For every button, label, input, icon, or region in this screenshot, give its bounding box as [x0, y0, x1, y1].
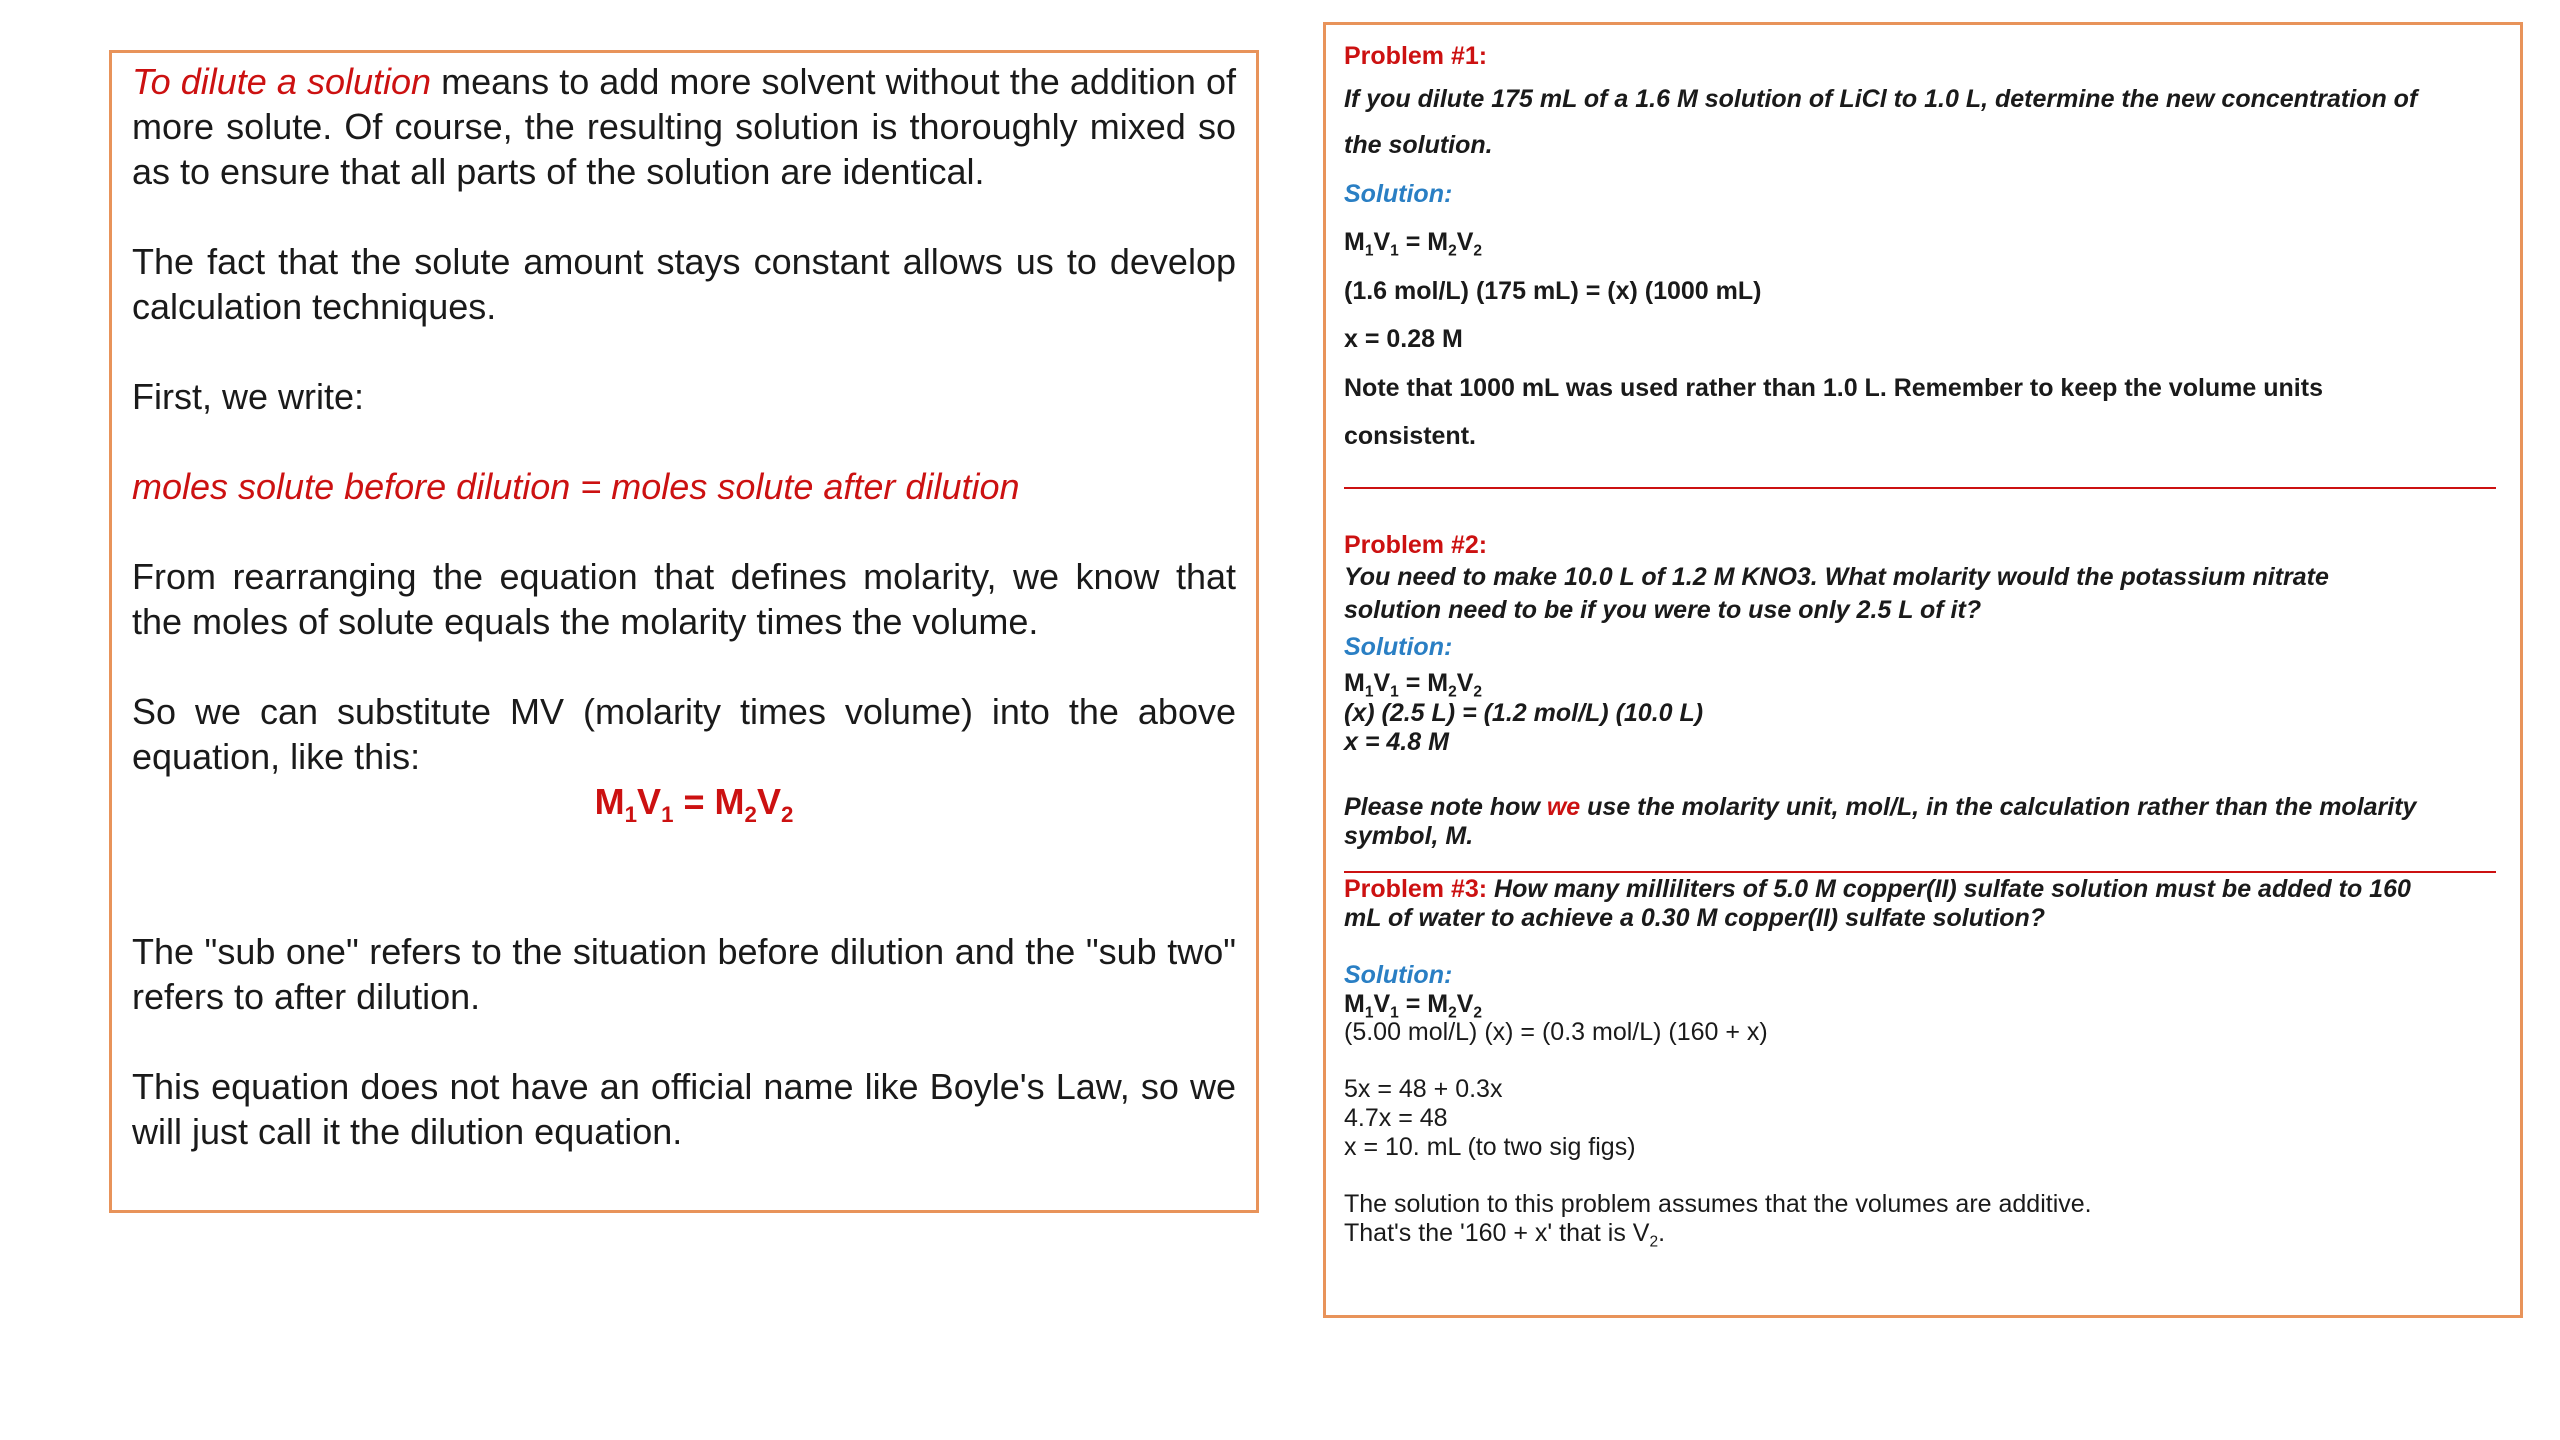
problem-2-equation: $M_1V_1 = M_2V_2$ [1344, 668, 1483, 700]
problem-3-note-line2: That's the '160 + x' that is $V_2$. [1344, 1218, 1666, 1250]
problem-3-solution-label: Solution: [1344, 960, 1453, 989]
problem-2-solution-label: Solution: [1344, 632, 1453, 661]
problem-3-question-line2: mL of water to achieve a 0.30 M copper(II) sulfate solution? [1344, 903, 2046, 932]
official-name-paragraph: This equation does not have an official name like Boyle's Law, so we will just call it the dilution equation. [132, 1066, 1236, 1152]
problems-panel [1323, 22, 2523, 1318]
definition-paragraph [132, 59, 1236, 194]
problem-2-step-2: x = 4.8 M [1344, 727, 1449, 756]
moles-equation-statement: moles solute before dilution = moles solute after dilution [132, 466, 1020, 507]
separator-2 [1344, 871, 2496, 873]
problem-1-equation: $M_1V_1 = M_2V_2$ [1344, 228, 1483, 260]
substitute-paragraph: So we can substitute MV (molarity times volume) into the above equation, like this: [132, 691, 1236, 777]
problem-1-question-line2: the solution. [1344, 131, 1493, 159]
problem-3-note-line1: The solution to this problem assumes that the volumes are additive. [1344, 1189, 2092, 1218]
separator-1 [1344, 487, 2496, 489]
emphasis-we: we [1546, 792, 1581, 821]
problem-3-title: Problem #3: [1344, 874, 1488, 903]
problem-2-question-line2: solution need to be if you were to use only 2.5 L of it? [1344, 595, 1982, 624]
problem-3-step-1: (5.00 mol/L) (x) = (0.3 mol/L) (160 + x) [1344, 1017, 1768, 1046]
solute-constant-paragraph: The fact that the solute amount stays constant allows us to develop calculation techniques. [132, 241, 1236, 327]
spacer [132, 839, 1236, 929]
problem-1-note-line1: Note that 1000 mL was used rather than 1.0 L. Remember to keep the volume units [1344, 373, 2323, 402]
problem-1-solution-label: Solution: [1344, 179, 1453, 208]
definition-text: means to add more solvent without the addition of more solute. Of course, the resulting solution is thoroughly mixed so as to ensure that all parts of the solution are identical. [132, 61, 1236, 192]
problem-3 [1344, 875, 2502, 1248]
explanation-panel [109, 50, 1259, 1213]
problem-3-step-3: 4.7x = 48 [1344, 1103, 1448, 1132]
problem-3-step-2: 5x = 48 + 0.3x [1344, 1074, 1503, 1103]
problem-1-step-2: x = 0.28 M [1344, 325, 1463, 353]
problem-2 [1344, 529, 2502, 851]
dilution-equation: $M_1V_1 = M_2V_2$ [594, 781, 794, 827]
problem-2-note-line2: symbol, M. [1344, 821, 1474, 850]
problem-1-question-line1: If you dilute 175 mL of a 1.6 M solution of LiCl to 1.0 L, determine the new concentration of [1344, 85, 2418, 113]
first-we-write: First, we write: [132, 376, 365, 417]
problem-2-question-line1: You need to make 10.0 L of 1.2 M KNO3. What molarity would the potassium nitrate [1344, 562, 2329, 591]
problem-3-equation: $M_1V_1 = M_2V_2$ [1344, 989, 1483, 1021]
problem-2-title: Problem #2: [1344, 530, 1488, 559]
problem-3-question-line1: Problem #3: How many milliliters of 5.0 M copper(II) sulfate solution must be added to 160 [1344, 874, 2411, 903]
problem-2-step-1: (x) (2.5 L) = (1.2 mol/L) (10.0 L) [1344, 698, 1704, 727]
problem-1-step-1: (1.6 mol/L) (175 mL) = (x) (1000 mL) [1344, 276, 1762, 305]
sub-one-paragraph: The "sub one" refers to the situation before dilution and the "sub two" refers to after dilution. [132, 931, 1236, 1017]
dilute-term: To dilute a solution [132, 61, 432, 102]
problem-1-note-line2: consistent. [1344, 422, 1476, 450]
molarity-paragraph: From rearranging the equation that defines molarity, we know that the moles of solute equals the molarity times the volume. [132, 556, 1236, 642]
problem-1-title: Problem #1: [1344, 42, 1488, 70]
problem-1 [1344, 41, 2502, 461]
problem-3-step-4: x = 10. mL (to two sig figs) [1344, 1132, 1636, 1161]
problem-2-note-line1: Please note how we use the molarity unit, mol/L, in the calculation rather than the molarity [1344, 792, 2417, 821]
